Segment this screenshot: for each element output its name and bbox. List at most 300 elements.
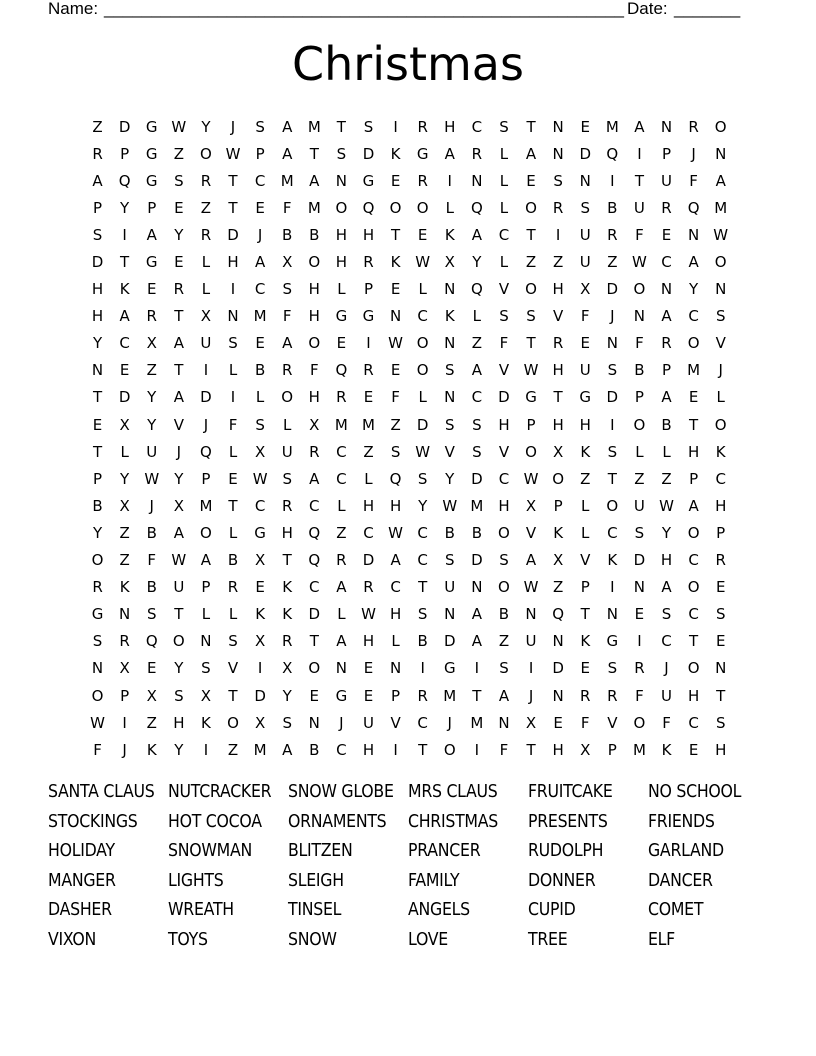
grid-letter[interactable]: O <box>714 253 727 272</box>
grid-letter[interactable]: V <box>390 713 401 732</box>
grid-letter[interactable]: Q <box>335 361 348 380</box>
grid-letter[interactable]: E <box>634 605 645 624</box>
grid-letter[interactable]: M <box>253 307 267 326</box>
grid-letter[interactable]: L <box>120 442 129 461</box>
grid-letter[interactable]: I <box>393 740 398 759</box>
grid-letter[interactable]: O <box>525 280 537 299</box>
grid-letter[interactable]: E <box>146 659 157 678</box>
grid-letter[interactable]: O <box>172 632 185 651</box>
grid-letter[interactable]: O <box>633 280 646 299</box>
grid-letter[interactable]: U <box>146 442 158 461</box>
grid-letter[interactable]: W <box>523 361 539 380</box>
grid-letter[interactable]: T <box>228 198 238 217</box>
grid-letter[interactable]: O <box>687 578 700 597</box>
grid-letter[interactable]: V <box>553 307 564 326</box>
grid-letter[interactable]: H <box>552 280 564 299</box>
grid-letter[interactable]: O <box>416 361 429 380</box>
grid-letter[interactable]: R <box>471 144 483 163</box>
grid-letter[interactable]: S <box>282 469 292 488</box>
grid-letter[interactable]: W <box>90 713 105 732</box>
grid-letter[interactable]: U <box>200 334 212 353</box>
grid-letter[interactable]: V <box>715 334 726 353</box>
grid-letter[interactable]: C <box>661 632 672 651</box>
grid-letter[interactable]: J <box>610 307 615 326</box>
grid-letter[interactable]: I <box>203 740 209 759</box>
grid-letter[interactable]: Y <box>92 334 103 353</box>
grid-letter[interactable]: A <box>336 632 347 651</box>
grid-letter[interactable]: H <box>660 551 673 570</box>
grid-letter[interactable]: T <box>689 415 699 434</box>
grid-letter[interactable]: O <box>227 713 239 732</box>
grid-letter[interactable]: N <box>471 171 483 190</box>
grid-letter[interactable]: E <box>309 686 320 705</box>
grid-letter[interactable]: G <box>335 686 348 705</box>
grid-letter[interactable]: G <box>579 388 592 407</box>
grid-letter[interactable]: J <box>528 686 534 705</box>
grid-letter[interactable]: K <box>255 605 266 624</box>
grid-letter[interactable]: W <box>415 442 431 461</box>
grid-letter[interactable]: Z <box>119 551 130 570</box>
grid-letter[interactable]: L <box>418 280 427 299</box>
grid-letter[interactable]: R <box>281 632 293 651</box>
grid-letter[interactable]: Z <box>607 253 618 272</box>
grid-letter[interactable]: S <box>255 415 265 434</box>
grid-letter[interactable]: E <box>255 198 265 217</box>
grid-letter[interactable]: A <box>715 171 726 190</box>
name-field-line[interactable]: _______________________________________________________ <box>104 0 625 18</box>
grid-letter[interactable]: O <box>714 117 727 136</box>
grid-letter[interactable]: H <box>227 253 239 272</box>
grid-letter[interactable]: O <box>389 198 402 217</box>
grid-letter[interactable]: H <box>362 740 375 759</box>
grid-letter[interactable]: A <box>525 144 537 163</box>
grid-letter[interactable]: R <box>227 578 239 597</box>
grid-letter[interactable]: C <box>607 523 618 542</box>
grid-letter[interactable]: L <box>716 388 725 407</box>
grid-letter[interactable]: D <box>579 144 592 163</box>
grid-letter[interactable]: O <box>498 523 510 542</box>
grid-letter[interactable]: N <box>606 334 618 353</box>
grid-letter[interactable]: H <box>715 496 727 515</box>
grid-letter[interactable]: G <box>91 605 104 624</box>
grid-letter[interactable]: Y <box>174 469 184 488</box>
grid-letter[interactable]: Z <box>553 253 564 272</box>
grid-letter[interactable]: S <box>715 307 726 326</box>
grid-letter[interactable]: F <box>391 388 400 407</box>
grid-letter[interactable]: E <box>390 280 401 299</box>
grid-letter[interactable]: A <box>661 388 672 407</box>
grid-letter[interactable]: M <box>199 496 213 515</box>
grid-letter[interactable]: J <box>176 442 182 461</box>
grid-letter[interactable]: L <box>201 605 211 624</box>
grid-letter[interactable]: K <box>282 605 293 624</box>
grid-letter[interactable]: E <box>146 280 157 299</box>
grid-letter[interactable]: C <box>688 551 699 570</box>
grid-letter[interactable]: P <box>689 469 699 488</box>
grid-letter[interactable]: F <box>580 307 590 326</box>
grid-letter[interactable]: S <box>445 551 455 570</box>
grid-letter[interactable]: E <box>688 388 699 407</box>
grid-letter[interactable]: C <box>119 334 130 353</box>
grid-letter[interactable]: I <box>610 415 615 434</box>
grid-letter[interactable]: C <box>715 469 726 488</box>
grid-letter[interactable]: R <box>552 334 564 353</box>
grid-letter[interactable]: I <box>474 740 480 759</box>
grid-letter[interactable]: S <box>445 361 455 380</box>
grid-letter[interactable]: T <box>174 361 184 380</box>
grid-letter[interactable]: L <box>337 496 346 515</box>
grid-letter[interactable]: T <box>282 551 292 570</box>
grid-letter[interactable]: P <box>391 686 401 705</box>
grid-letter[interactable]: H <box>308 307 320 326</box>
grid-letter[interactable]: R <box>607 686 618 705</box>
grid-letter[interactable]: Y <box>418 496 428 515</box>
grid-letter[interactable]: N <box>335 171 347 190</box>
grid-letter[interactable]: Y <box>689 280 699 299</box>
grid-letter[interactable]: O <box>525 442 537 461</box>
grid-letter[interactable]: G <box>145 144 158 163</box>
grid-letter[interactable]: H <box>552 415 564 434</box>
grid-letter[interactable]: V <box>227 659 239 678</box>
grid-letter[interactable]: D <box>254 686 266 705</box>
grid-letter[interactable]: T <box>92 388 103 407</box>
grid-letter[interactable]: N <box>389 659 402 678</box>
grid-letter[interactable]: N <box>444 334 456 353</box>
grid-letter[interactable]: T <box>716 686 726 705</box>
grid-letter[interactable]: E <box>174 253 184 272</box>
grid-letter[interactable]: X <box>525 713 537 732</box>
grid-letter[interactable]: R <box>336 388 347 407</box>
grid-letter[interactable]: P <box>120 686 130 705</box>
grid-letter[interactable]: M <box>632 740 646 759</box>
grid-letter[interactable]: Z <box>173 144 184 163</box>
grid-letter[interactable]: O <box>633 415 646 434</box>
grid-letter[interactable]: C <box>417 307 428 326</box>
grid-letter[interactable]: A <box>444 144 455 163</box>
grid-letter[interactable]: D <box>118 117 131 136</box>
grid-letter[interactable]: E <box>255 578 265 597</box>
grid-letter[interactable]: R <box>92 578 103 597</box>
grid-letter[interactable]: H <box>91 280 104 299</box>
grid-letter[interactable]: F <box>580 713 590 732</box>
grid-letter[interactable]: D <box>308 605 321 624</box>
grid-letter[interactable]: R <box>336 551 347 570</box>
grid-letter[interactable]: U <box>281 442 293 461</box>
grid-letter[interactable]: D <box>416 415 429 434</box>
grid-letter[interactable]: O <box>200 144 212 163</box>
grid-letter[interactable]: N <box>471 578 483 597</box>
grid-letter[interactable]: W <box>442 496 458 515</box>
grid-letter[interactable]: W <box>252 469 268 488</box>
grid-letter[interactable]: X <box>444 253 455 272</box>
grid-letter[interactable]: E <box>553 713 563 732</box>
grid-letter[interactable]: Q <box>308 523 321 542</box>
grid-letter[interactable]: L <box>581 496 590 515</box>
grid-letter[interactable]: W <box>388 334 403 353</box>
grid-letter[interactable]: L <box>499 171 509 190</box>
grid-letter[interactable]: I <box>393 117 398 136</box>
grid-letter[interactable]: R <box>200 225 212 244</box>
grid-letter[interactable]: O <box>687 659 700 678</box>
grid-letter[interactable]: Z <box>146 361 157 380</box>
grid-letter[interactable]: L <box>662 442 671 461</box>
grid-letter[interactable]: A <box>634 117 645 136</box>
grid-letter[interactable]: S <box>201 659 211 678</box>
grid-letter[interactable]: A <box>282 740 293 759</box>
grid-letter[interactable]: D <box>633 551 646 570</box>
grid-letter[interactable]: Z <box>661 469 672 488</box>
grid-letter[interactable]: K <box>580 632 591 651</box>
grid-letter[interactable]: B <box>661 415 672 434</box>
grid-letter[interactable]: G <box>145 117 158 136</box>
grid-letter[interactable]: C <box>254 496 266 515</box>
grid-letter[interactable]: N <box>444 280 456 299</box>
grid-letter[interactable]: E <box>174 198 184 217</box>
grid-letter[interactable]: H <box>498 496 510 515</box>
grid-letter[interactable]: H <box>362 225 375 244</box>
grid-letter[interactable]: E <box>417 225 428 244</box>
grid-letter[interactable]: I <box>528 659 534 678</box>
grid-letter[interactable]: F <box>309 361 319 380</box>
grid-letter[interactable]: C <box>336 442 347 461</box>
grid-letter[interactable]: P <box>526 415 536 434</box>
grid-letter[interactable]: L <box>228 361 238 380</box>
grid-letter[interactable]: Z <box>227 740 239 759</box>
grid-letter[interactable]: Y <box>174 225 184 244</box>
grid-letter[interactable]: A <box>200 551 212 570</box>
grid-letter[interactable]: Z <box>553 578 564 597</box>
grid-letter[interactable]: L <box>418 388 427 407</box>
grid-letter[interactable]: J <box>339 713 344 732</box>
grid-letter[interactable]: E <box>580 659 590 678</box>
grid-letter[interactable]: C <box>309 578 320 597</box>
grid-letter[interactable]: N <box>200 632 212 651</box>
grid-letter[interactable]: L <box>472 307 482 326</box>
grid-letter[interactable]: O <box>687 334 700 353</box>
grid-letter[interactable]: A <box>282 144 293 163</box>
grid-letter[interactable]: A <box>254 253 266 272</box>
grid-letter[interactable]: M <box>605 117 619 136</box>
date-field-line[interactable]: _______ <box>674 0 741 18</box>
grid-letter[interactable]: B <box>471 523 482 542</box>
grid-letter[interactable]: U <box>579 253 591 272</box>
grid-letter[interactable]: L <box>255 388 265 407</box>
grid-letter[interactable]: R <box>661 334 672 353</box>
grid-letter[interactable]: D <box>362 551 375 570</box>
grid-letter[interactable]: T <box>526 740 536 759</box>
grid-letter[interactable]: G <box>525 388 537 407</box>
grid-letter[interactable]: E <box>119 361 130 380</box>
grid-letter[interactable]: E <box>526 171 536 190</box>
grid-letter[interactable]: U <box>661 686 672 705</box>
grid-letter[interactable]: A <box>336 578 347 597</box>
grid-letter[interactable]: H <box>552 361 564 380</box>
grid-letter[interactable]: R <box>363 361 374 380</box>
grid-letter[interactable]: I <box>366 334 371 353</box>
grid-letter[interactable]: Q <box>552 605 565 624</box>
grid-letter[interactable]: U <box>579 225 591 244</box>
grid-letter[interactable]: N <box>91 361 104 380</box>
grid-letter[interactable]: N <box>552 144 564 163</box>
grid-letter[interactable]: G <box>254 523 266 542</box>
grid-letter[interactable]: M <box>687 361 701 380</box>
grid-letter[interactable]: I <box>122 713 127 732</box>
grid-letter[interactable]: X <box>282 659 293 678</box>
grid-letter[interactable]: X <box>119 496 130 515</box>
grid-letter[interactable]: W <box>713 225 729 244</box>
grid-letter[interactable]: I <box>203 361 209 380</box>
grid-letter[interactable]: E <box>363 388 374 407</box>
grid-letter[interactable]: O <box>633 713 646 732</box>
grid-letter[interactable]: B <box>254 361 266 380</box>
grid-letter[interactable]: T <box>120 253 130 272</box>
grid-letter[interactable]: C <box>498 469 510 488</box>
grid-letter[interactable]: U <box>173 578 185 597</box>
grid-letter[interactable]: K <box>661 740 672 759</box>
grid-letter[interactable]: Z <box>634 469 645 488</box>
grid-letter[interactable]: N <box>91 659 104 678</box>
grid-letter[interactable]: T <box>390 225 401 244</box>
grid-letter[interactable]: Q <box>687 198 700 217</box>
grid-letter[interactable]: S <box>92 225 103 244</box>
grid-letter[interactable]: I <box>474 659 480 678</box>
grid-letter[interactable]: R <box>552 198 564 217</box>
grid-letter[interactable]: V <box>173 415 184 434</box>
grid-letter[interactable]: X <box>200 307 212 326</box>
grid-letter[interactable]: S <box>228 334 238 353</box>
grid-letter[interactable]: G <box>362 307 375 326</box>
grid-letter[interactable]: A <box>471 605 482 624</box>
grid-letter[interactable]: T <box>689 632 699 651</box>
grid-letter[interactable]: Q <box>308 551 321 570</box>
grid-letter[interactable]: H <box>362 496 375 515</box>
grid-letter[interactable]: E <box>715 632 726 651</box>
grid-letter[interactable]: V <box>498 442 510 461</box>
grid-letter[interactable]: H <box>308 280 320 299</box>
grid-letter[interactable]: E <box>580 117 590 136</box>
grid-letter[interactable]: K <box>444 307 455 326</box>
grid-letter[interactable]: T <box>607 469 617 488</box>
grid-letter[interactable]: O <box>91 551 104 570</box>
grid-letter[interactable]: C <box>498 225 510 244</box>
grid-letter[interactable]: D <box>471 551 483 570</box>
grid-letter[interactable]: T <box>174 307 184 326</box>
grid-letter[interactable]: A <box>173 334 184 353</box>
grid-letter[interactable]: S <box>607 659 618 678</box>
grid-letter[interactable]: X <box>119 659 130 678</box>
grid-letter[interactable]: L <box>445 198 454 217</box>
grid-letter[interactable]: Q <box>362 198 375 217</box>
grid-letter[interactable]: S <box>580 198 590 217</box>
grid-letter[interactable]: M <box>253 740 267 759</box>
grid-letter[interactable]: Y <box>661 523 672 542</box>
grid-letter[interactable]: W <box>632 253 647 272</box>
grid-letter[interactable]: G <box>362 171 375 190</box>
grid-letter[interactable]: R <box>417 117 428 136</box>
grid-letter[interactable]: C <box>471 117 483 136</box>
grid-letter[interactable]: S <box>228 632 238 651</box>
grid-letter[interactable]: P <box>201 469 211 488</box>
grid-letter[interactable]: C <box>417 523 428 542</box>
grid-letter[interactable]: N <box>308 713 320 732</box>
grid-letter[interactable]: C <box>390 578 401 597</box>
grid-letter[interactable]: X <box>119 415 130 434</box>
grid-letter[interactable]: S <box>499 117 509 136</box>
grid-letter[interactable]: R <box>200 171 212 190</box>
grid-letter[interactable]: Y <box>445 469 455 488</box>
grid-letter[interactable]: N <box>633 307 646 326</box>
grid-letter[interactable]: F <box>282 307 292 326</box>
grid-letter[interactable]: O <box>335 198 348 217</box>
grid-letter[interactable]: T <box>472 686 482 705</box>
grid-letter[interactable]: L <box>499 253 509 272</box>
grid-letter[interactable]: R <box>281 496 293 515</box>
grid-letter[interactable]: K <box>553 523 564 542</box>
grid-letter[interactable]: A <box>661 578 672 597</box>
grid-letter[interactable]: K <box>607 551 618 570</box>
grid-letter[interactable]: N <box>633 578 646 597</box>
grid-letter[interactable]: T <box>92 442 103 461</box>
grid-letter[interactable]: Q <box>200 442 212 461</box>
grid-letter[interactable]: A <box>390 551 401 570</box>
grid-letter[interactable]: S <box>255 117 265 136</box>
grid-letter[interactable]: K <box>715 442 726 461</box>
grid-letter[interactable]: O <box>552 469 565 488</box>
grid-letter[interactable]: U <box>579 361 591 380</box>
grid-letter[interactable]: M <box>334 415 348 434</box>
grid-letter[interactable]: D <box>606 388 619 407</box>
grid-letter[interactable]: K <box>119 280 130 299</box>
grid-letter[interactable]: S <box>417 469 428 488</box>
grid-letter[interactable]: A <box>688 496 699 515</box>
grid-letter[interactable]: N <box>715 659 727 678</box>
grid-letter[interactable]: S <box>146 605 157 624</box>
grid-letter[interactable]: L <box>228 442 238 461</box>
grid-letter[interactable]: N <box>579 171 591 190</box>
grid-letter[interactable]: Y <box>120 469 130 488</box>
grid-letter[interactable]: C <box>363 523 374 542</box>
grid-letter[interactable]: Z <box>200 198 212 217</box>
grid-letter[interactable]: N <box>715 144 727 163</box>
grid-letter[interactable]: J <box>203 415 209 434</box>
grid-letter[interactable]: T <box>634 171 644 190</box>
grid-letter[interactable]: X <box>580 740 591 759</box>
grid-letter[interactable]: O <box>200 523 212 542</box>
grid-letter[interactable]: O <box>308 334 321 353</box>
grid-letter[interactable]: I <box>420 659 425 678</box>
grid-letter[interactable]: H <box>362 632 375 651</box>
grid-letter[interactable]: N <box>525 605 537 624</box>
grid-letter[interactable]: R <box>661 198 672 217</box>
grid-letter[interactable]: R <box>281 361 293 380</box>
grid-letter[interactable]: L <box>201 280 211 299</box>
grid-letter[interactable]: C <box>254 280 266 299</box>
grid-letter[interactable]: V <box>525 523 537 542</box>
grid-letter[interactable]: Y <box>282 686 292 705</box>
grid-letter[interactable]: W <box>659 496 674 515</box>
grid-letter[interactable]: P <box>607 740 617 759</box>
grid-letter[interactable]: E <box>363 659 374 678</box>
grid-letter[interactable]: W <box>144 469 160 488</box>
grid-letter[interactable]: X <box>254 713 266 732</box>
grid-letter[interactable]: J <box>122 740 127 759</box>
grid-letter[interactable]: B <box>227 551 239 570</box>
grid-letter[interactable]: N <box>444 605 456 624</box>
grid-letter[interactable]: D <box>200 388 212 407</box>
grid-letter[interactable]: R <box>607 225 618 244</box>
grid-letter[interactable]: S <box>553 171 563 190</box>
grid-letter[interactable]: S <box>607 361 618 380</box>
